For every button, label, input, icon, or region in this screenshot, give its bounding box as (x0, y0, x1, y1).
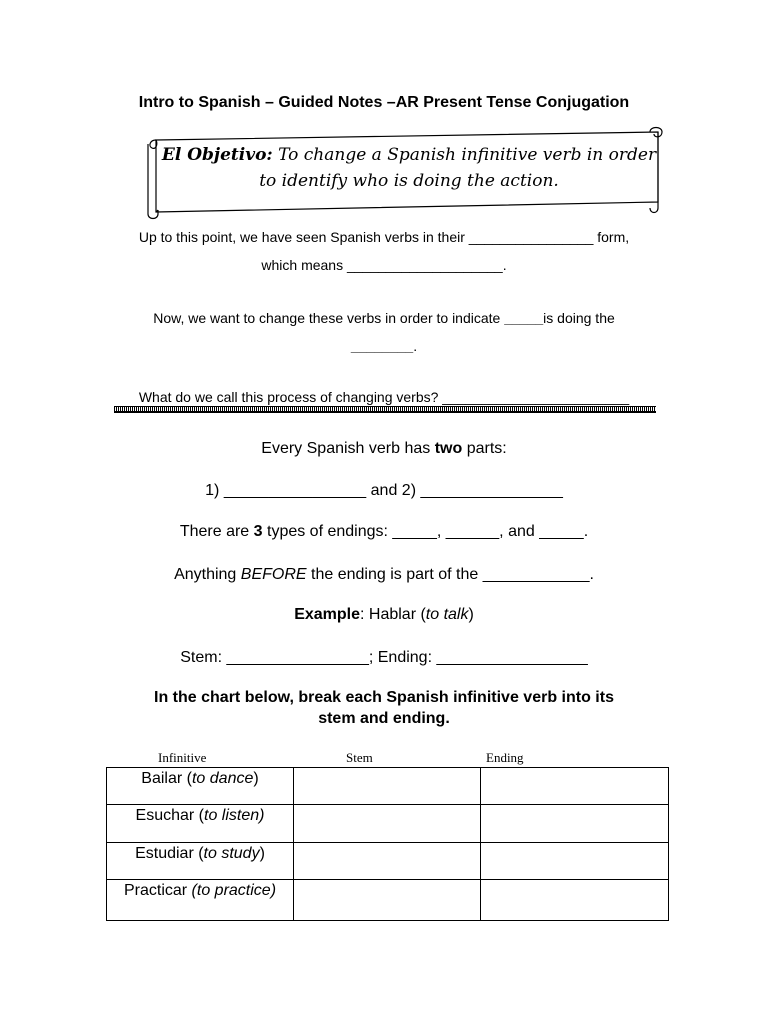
header-ending: Ending (486, 750, 524, 765)
verb-meaning: to study (203, 845, 260, 862)
objective-scroll-banner (146, 126, 668, 220)
chart-instruction-line-1: In the chart below, break each Spanish infinitive verb into its (154, 689, 614, 706)
ending-cell[interactable] (481, 880, 669, 921)
header-stem: Stem (346, 750, 373, 765)
verb-meaning: to listen) (204, 807, 265, 824)
verb-name: Estudiar ( (135, 845, 204, 862)
before-text-a: Anything (174, 566, 241, 583)
parts-heading (0, 440, 768, 458)
table-row (107, 880, 669, 921)
intro-line-1: Up to this point, we have seen Spanish verbs in their ________________ form, (138, 229, 630, 245)
chart-instruction-line-2: stem and ending. (318, 710, 450, 727)
verb-name: Esuchar ( (135, 807, 204, 824)
intro-line-4-end: . (413, 338, 418, 354)
infinitive-cell (107, 843, 294, 880)
intro-line-2: which means ____________________. (261, 257, 507, 273)
stem-cell[interactable] (294, 880, 481, 921)
stem-cell[interactable] (294, 768, 481, 805)
example-label: Example (294, 606, 360, 623)
parts-heading-text-b: parts: (462, 440, 507, 457)
intro-line-3-blank: _____ (504, 310, 544, 326)
stem-cell[interactable] (294, 843, 481, 880)
verb-close: ) (259, 845, 265, 862)
ending-cell[interactable] (481, 805, 669, 843)
before-text-b: the ending is part of the ____________. (306, 566, 594, 583)
endings-bold: 3 (253, 523, 263, 540)
objective-text-block (160, 142, 658, 194)
verb-close: ) (253, 770, 259, 787)
objective-label: El Objetivo: (161, 145, 273, 165)
stem-ending-line: Stem: ________________; Ending: _________________ (180, 649, 588, 666)
stem-cell[interactable] (294, 805, 481, 843)
parts-heading-text-a: Every Spanish verb has (261, 440, 435, 457)
endings-line (0, 523, 768, 541)
process-question: What do we call this process of changing verbs? ________________________ (138, 389, 630, 405)
infinitive-cell (107, 880, 294, 921)
infinitive-cell (107, 805, 294, 843)
infinitive-cell (107, 768, 294, 805)
example-translation: to talk (425, 606, 469, 623)
intro-line-3-text-b: is doing the (543, 310, 615, 326)
table-row (107, 768, 669, 805)
before-ending-line (0, 566, 768, 584)
verb-meaning: (to practice) (191, 882, 277, 899)
header-infinitive: Infinitive (158, 750, 207, 765)
endings-text-a: There are (179, 523, 254, 540)
parts-heading-bold: two (434, 440, 463, 457)
intro-line-3 (0, 310, 768, 326)
intro-line-4-blank: ________ (350, 338, 414, 354)
example-line (0, 606, 768, 624)
ending-cell[interactable] (481, 843, 669, 880)
example-text-a: : Hablar ( (360, 606, 426, 623)
intro-line-3-text-a: Now, we want to change these verbs in order to indicate (153, 310, 505, 326)
verb-meaning: to dance (191, 770, 254, 787)
before-italic: BEFORE (240, 566, 307, 583)
parts-blank-line-text: 1) ________________ and 2) ________________ (205, 482, 563, 499)
table-row (107, 843, 669, 880)
verb-name: Bailar ( (141, 770, 192, 787)
verb-chart-table (106, 767, 669, 921)
page-title: Intro to Spanish – Guided Notes –AR Present Tense Conjugation (138, 94, 630, 111)
intro-line-4 (0, 338, 768, 354)
example-text-b: ) (468, 606, 474, 623)
section-divider (114, 406, 656, 413)
ending-cell[interactable] (481, 768, 669, 805)
endings-text-b: types of endings: _____, ______, and _____. (262, 523, 589, 540)
table-row (107, 805, 669, 843)
objective-text: To change a Spanish infinitive verb in order to identify who is doing the action. (259, 145, 657, 191)
parts-blank-line (0, 482, 768, 500)
verb-name: Practicar (123, 882, 192, 899)
